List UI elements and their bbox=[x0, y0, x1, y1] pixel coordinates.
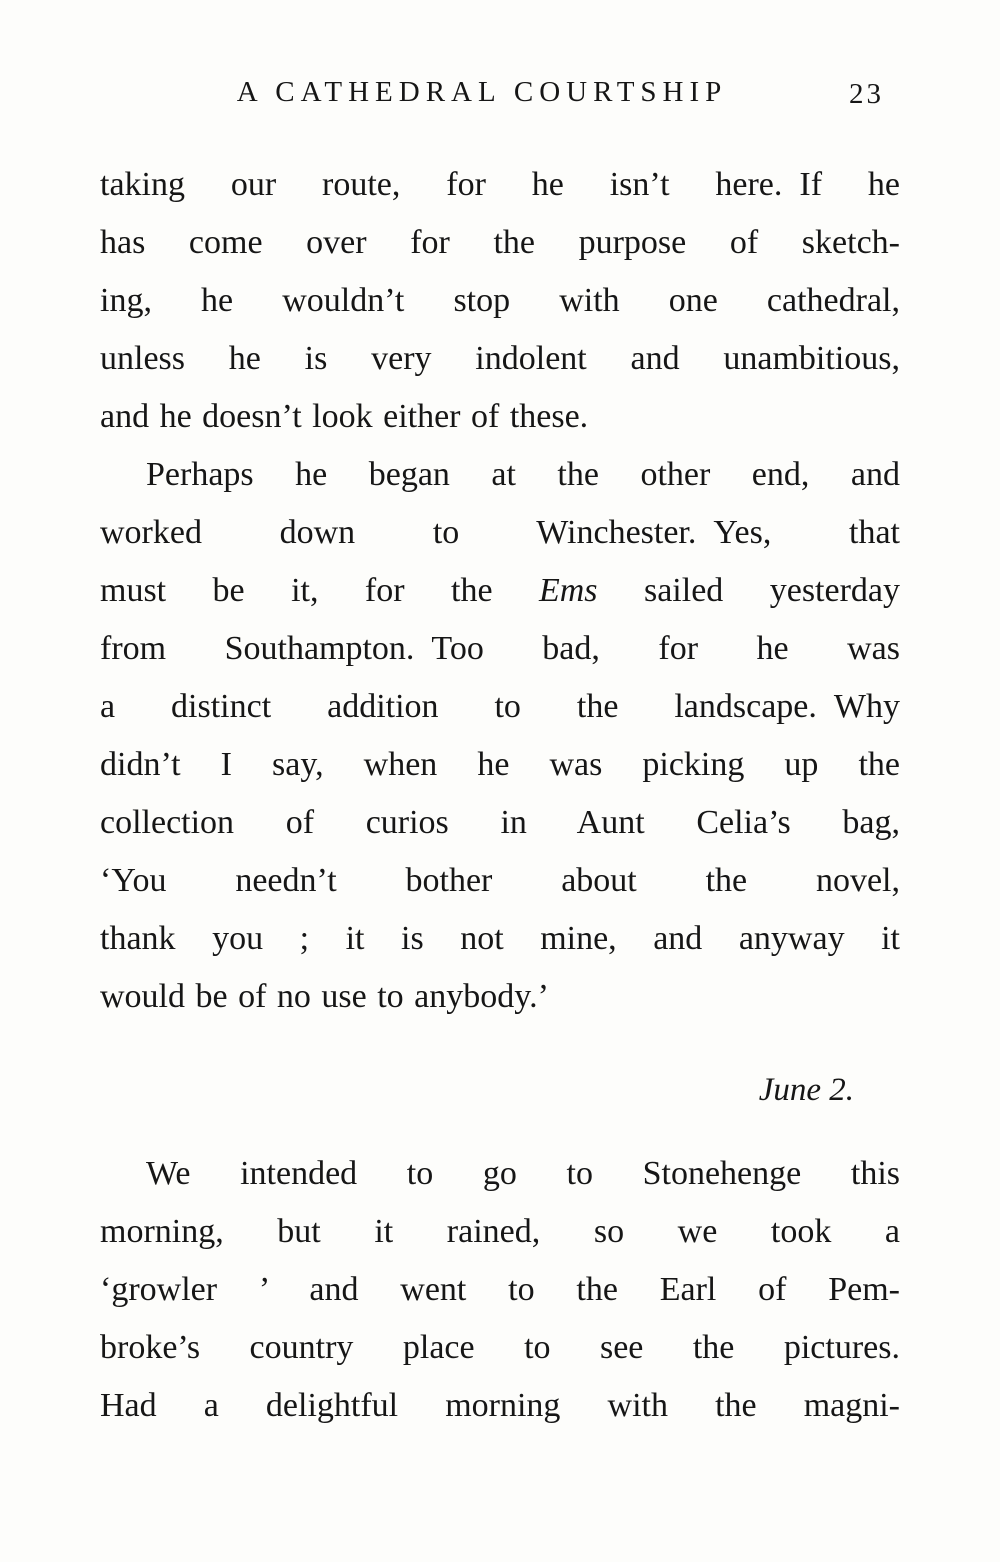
line-text-pre: must be it, for the bbox=[100, 572, 539, 609]
text-line: taking our route, for he isn’t here. If he bbox=[100, 166, 900, 203]
text-line: didn’t I say, when he was picking up the bbox=[100, 746, 900, 783]
paragraph-perhaps bbox=[100, 446, 900, 1026]
text-line: worked down to Winchester. Yes, that bbox=[100, 514, 900, 551]
paragraph-continued bbox=[100, 156, 900, 446]
paragraph-stonehenge bbox=[100, 1145, 900, 1435]
text-line: and he doesn’t look either of these. bbox=[100, 398, 589, 435]
text-line-with-ship-name bbox=[100, 562, 900, 620]
text-line: We intended to go to Stonehenge this bbox=[146, 1155, 900, 1192]
text-line: Had a delightful morning with the magni- bbox=[100, 1387, 900, 1424]
text-line: unless he is very indolent and unambitious, bbox=[100, 340, 900, 377]
text-line: ‘You needn’t bother about the novel, bbox=[100, 862, 900, 899]
page-number: 23 bbox=[849, 78, 884, 110]
text-line: ‘growler ’ and went to the Earl of Pem- bbox=[100, 1271, 900, 1308]
text-line: Perhaps he began at the other end, and bbox=[146, 456, 900, 493]
text-line: morning, but it rained, so we took a bbox=[100, 1213, 900, 1250]
header-title: A CATHEDRAL COURTSHIP bbox=[236, 76, 728, 108]
text-line: a distinct addition to the landscape. Why bbox=[100, 688, 900, 725]
date-line: June 2. bbox=[758, 1072, 854, 1108]
text-line: thank you ; it is not mine, and anyway it bbox=[100, 920, 900, 957]
text-line: has come over for the purpose of sketch- bbox=[100, 224, 900, 261]
body-text bbox=[100, 156, 900, 1435]
text-line: collection of curios in Aunt Celia’s bag, bbox=[100, 804, 900, 841]
running-header bbox=[100, 76, 900, 120]
text-line: ing, he wouldn’t stop with one cathedral, bbox=[100, 282, 900, 319]
ship-name-ems: Ems bbox=[538, 572, 598, 609]
text-line: would be of no use to anybody.’ bbox=[100, 978, 549, 1015]
text-line: from Southampton. Too bad, for he was bbox=[100, 630, 900, 667]
text-line: broke’s country place to see the pictures. bbox=[100, 1329, 900, 1366]
line-text-post: sailed yesterday bbox=[597, 572, 900, 609]
